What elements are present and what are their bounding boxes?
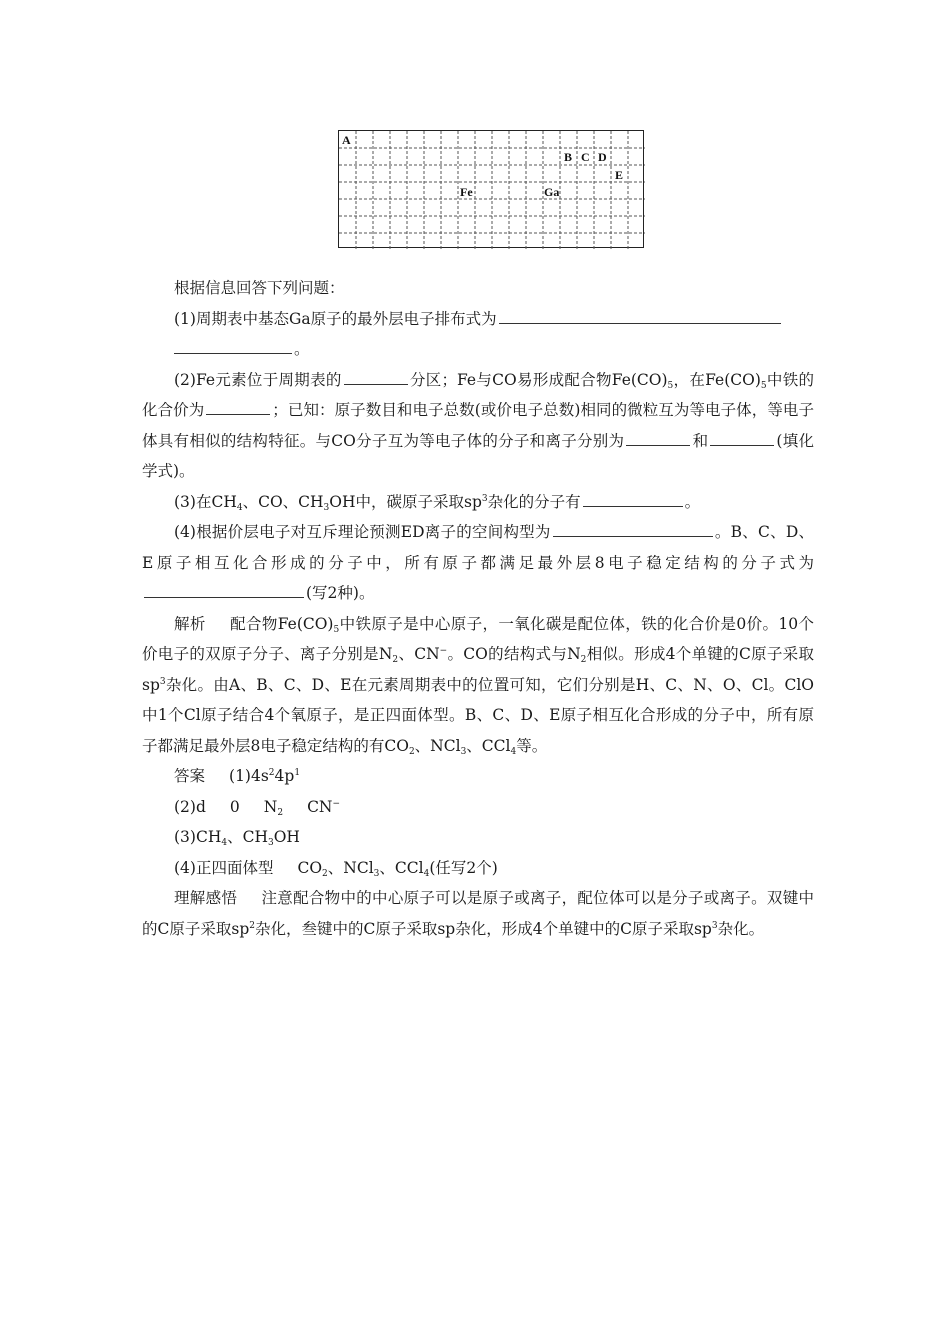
question-4: (4)根据价层电子对互斥理论预测ED离子的空间构型为 。B、C、D、E原子相互化合形成的分子中，所有原子都满足最外层8电子稳定结构的分子式为(写2种)。 xyxy=(142,517,814,609)
insight: 理解感悟 注意配合物中的中心原子可以是原子或离子，配位体可以是分子或离子。双键中的C原子采取$sp^2$杂化，叁键中的C原子采取sp杂化，形成4个单键中的C原子采取$sp^3$杂化。 xyxy=(142,889,814,938)
answer-blank xyxy=(174,336,292,354)
answer-blank xyxy=(499,306,781,324)
element-Ga: Ga xyxy=(544,185,560,199)
question-3: (3)在$CH_4$、CO、$CH_3OH$中，碳原子采取$sp^3$杂化的分子有 。 xyxy=(142,487,814,518)
answer-4: (4)正四面体型 $CO_2$、NCl$_3$、CCl$_4$(任写2个) xyxy=(174,858,498,879)
element-E: E xyxy=(615,168,624,182)
question-text xyxy=(142,273,814,944)
answer-2: (2)d 0 $N_2$ CN− xyxy=(174,797,341,818)
insight-label: 理解感悟 xyxy=(174,889,238,907)
intro: 根据信息回答下列问题： xyxy=(174,279,345,297)
element-D: D xyxy=(598,150,607,164)
question-2: (2)Fe元素位于周期表的 分区；Fe与CO易形成配合物$Fe(CO)_5$，在$Fe(CO)_5$中铁的化合价为 ；已知：原子数目和电子总数(或价电子总数)相同的微粒互为等电子体，等电子体具有相似的结构特征。与CO分子互为等电子体的分子和离子分别为 和 (填化学式)。 xyxy=(142,365,814,487)
element-Fe: Fe xyxy=(460,185,473,199)
analysis: 解析 配合物$Fe(CO)_5$中铁原子是中心原子，一氧化碳是配位体，铁的化合价是0价。10个价电子的双原子分子、离子分别是$N_2$、CN−。CO的结构式与$N_2$相似。形成4个单键的C原子采取$sp^3$杂化。由A、B、C、D、E在元素周期表中的位置可知，它们分别是H、C、N、O、Cl。ClO中1个Cl原子结合4个氧原子，是正四面体型。B、C、D、E原子相互化合形成的分子中，所有原子都满足最外层8电子稳定结构的有$CO_2$、NCl$_3$、CCl$_4$等。 xyxy=(142,614,814,757)
answer-blank xyxy=(344,367,408,385)
question-1: (1)周期表中基态Ga原子的最外层电子排布式为 。 xyxy=(142,304,814,365)
answer-blank xyxy=(553,519,713,537)
answer-blank xyxy=(626,428,690,446)
answer-blank xyxy=(583,489,683,507)
answer-blank xyxy=(710,428,774,446)
answer-3: $(3)CH_4$、$CH_3OH$ xyxy=(174,828,300,848)
answer-label: 答案 xyxy=(174,767,206,785)
answer-1: 答案 $(1)4s^24p^1$ xyxy=(174,767,301,785)
periodic-table-grid xyxy=(338,130,644,248)
answer-blank xyxy=(206,397,270,415)
grid-lines xyxy=(339,131,645,249)
element-B: B xyxy=(564,150,573,164)
answer-blank xyxy=(144,580,304,598)
element-A: A xyxy=(342,133,351,147)
analysis-label: 解析 xyxy=(174,614,206,633)
element-C: C xyxy=(581,150,590,164)
